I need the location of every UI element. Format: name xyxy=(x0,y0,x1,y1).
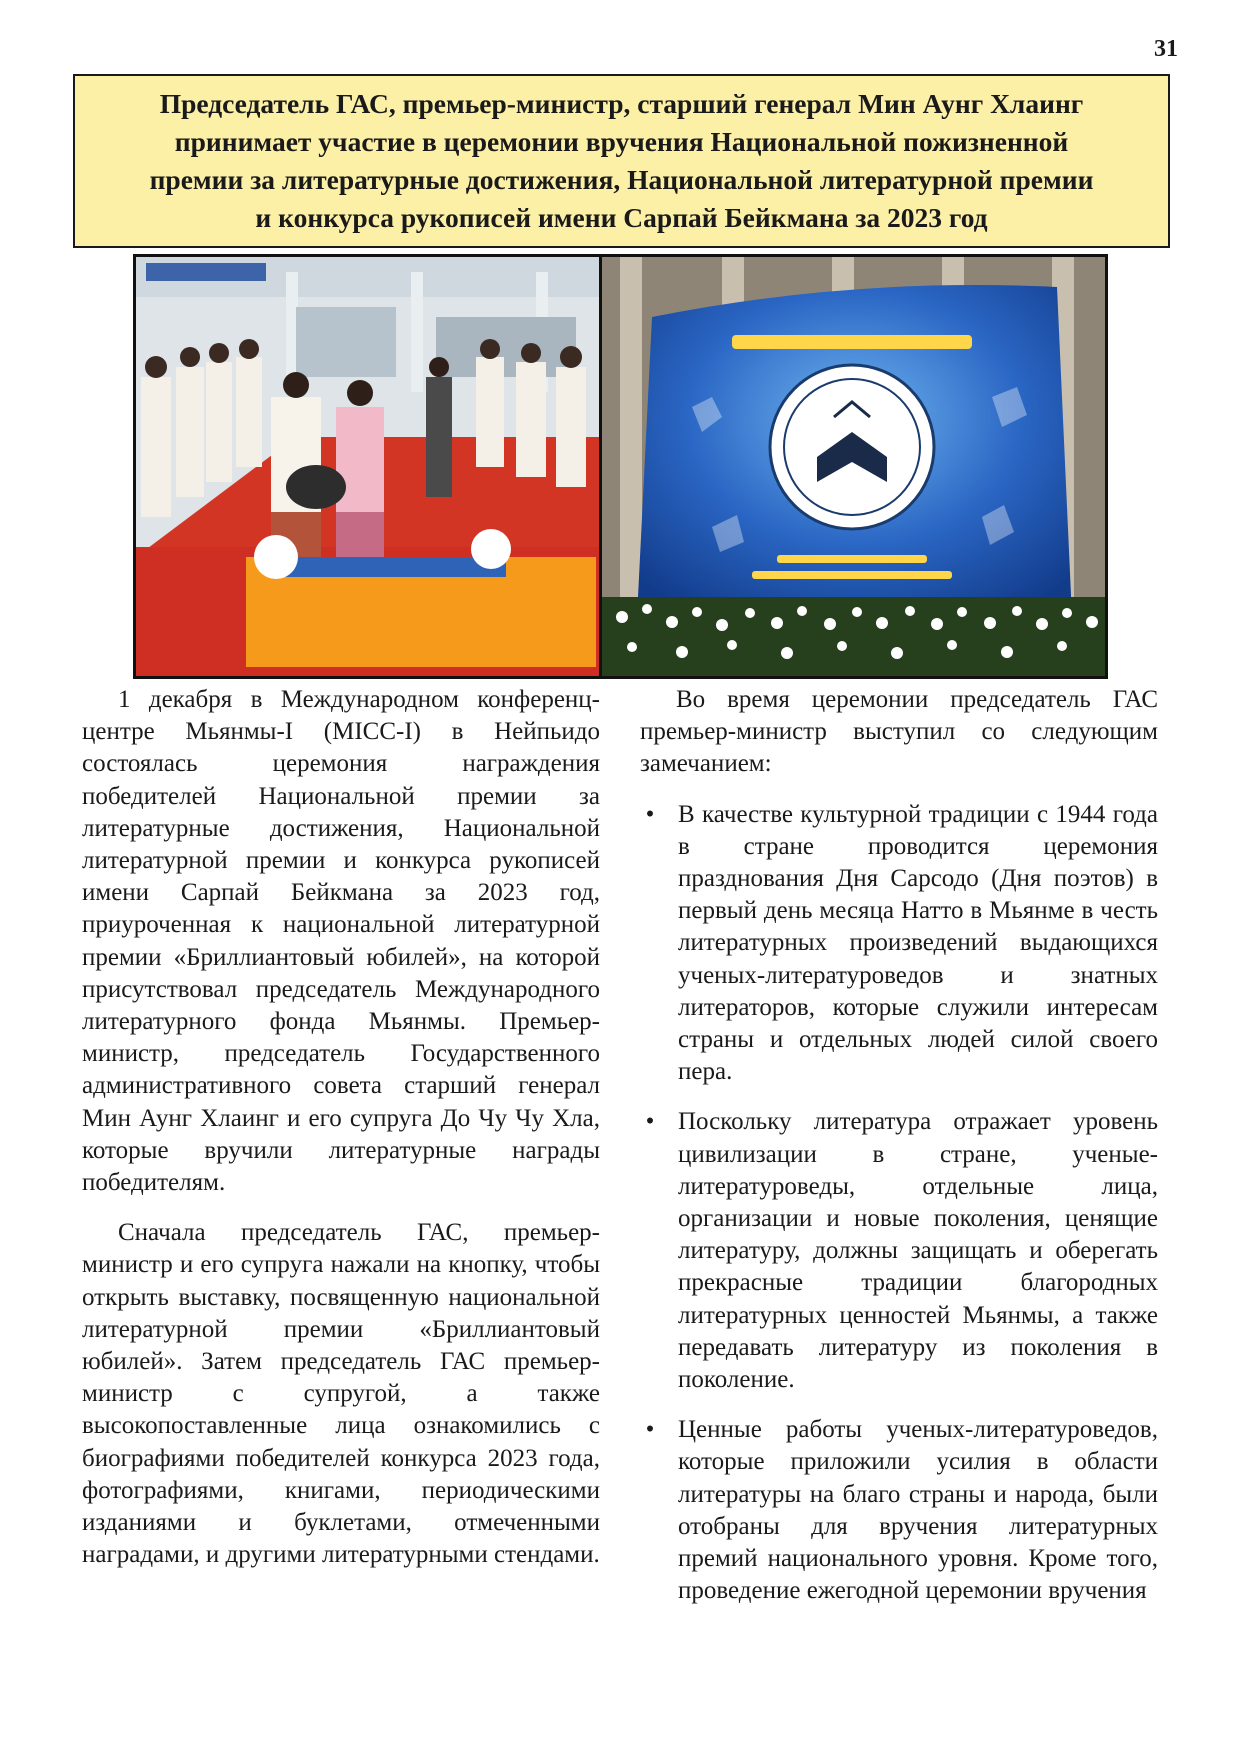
headline-line: принимает участие в церемонии вручения Национальной пожизненной xyxy=(174,126,1069,157)
ceremony-backdrop-illustration xyxy=(602,257,1105,676)
photo-strip xyxy=(133,254,1108,679)
list-item-text: Ценные работы ученых-литературоведов, которые приложили усилия в области литературы на благо страны и народа, были отобраны для вручения литературных премий национального уровня. Кроме того, проведение ежегодной церемонии вручения xyxy=(678,1416,1158,1605)
headline-line: и конкурса рукописей имени Сарпай Бейкмана за 2023 год xyxy=(255,202,988,233)
list-item xyxy=(640,799,1158,1089)
headline-box xyxy=(73,74,1170,248)
left-text-column xyxy=(82,684,600,1571)
article-paragraph: Сначала председатель ГАС, премьер-министр и его супруга нажали на кнопку, чтобы открыть выставку, посвященную национальной литературной премии «Бриллиантовый юбилей». Затем председатель ГАС премьер-министр с супругой, а также высокопоставленные лица ознакомились с биографиями победителей конкурса 2023 года, фотографиями, книгами, периодическими изданиями и буклетами, отмеченными наградами, и другими литературными стендами. xyxy=(82,1219,600,1569)
headline-line: премии за литературные достижения, Национальной литературной премии xyxy=(149,164,1094,195)
article-paragraph: 1 декабря в Международном конференц-центре Мьянмы-I (MICC-I) в Нейпьидо состоялась церемония награждения победителей Национальной премии за литературные достижения, Национальной литературной премии и конкурса рукописей имени Сарпай Бейкмана за 2023 год, приуроченная к национальной литературной премии «Бриллиантовый юбилей», на которой присутствовал председатель Международного литературного фонда Мьянмы. Премьер-министр, председатель Государственного административного совета старший генерал Мин Аунг Хлаинг и его супруга До Чу Чу Хла, которые вручили литературные награды победителям. xyxy=(82,686,600,1197)
bullet-icon: • xyxy=(645,1108,655,1136)
exhibition-opening-illustration xyxy=(136,257,599,676)
speech-points-list xyxy=(640,799,1158,1608)
bullet-icon: • xyxy=(645,800,655,828)
speech-intro: Во время церемонии председатель ГАС премьер-министр выступил со следующим замечанием: xyxy=(640,686,1158,778)
list-item xyxy=(640,1106,1158,1396)
ceremony-backdrop-photo xyxy=(602,257,1105,676)
list-item-text: Поскольку литература отражает уровень цивилизации в стране, ученые-литературоведы, отдельные лица, организации и новые поколения, ценящие литературу, должны защищать и оберегать прекрасные традиции благородных литературных ценностей Мьянмы, а также передавать литературу из поколения в поколение. xyxy=(678,1108,1158,1394)
right-text-column xyxy=(640,684,1158,1625)
exhibition-opening-photo xyxy=(136,257,599,676)
page-number: 31 xyxy=(1154,36,1178,62)
headline-line: Председатель ГАС, премьер-министр, старший генерал Мин Аунг Хлаинг xyxy=(159,88,1084,119)
list-item xyxy=(640,1414,1158,1607)
list-item-text: В качестве культурной традиции с 1944 года в стране проводится церемония празднования Дня Сарсодо (Дня поэтов) в первый день месяца Натто в Мьянме в честь литературных произведений выдающихся ученых-литературоведов и знатных литераторов, которые служили интересам страны и отдельных людей силой своего пера. xyxy=(678,800,1158,1086)
bullet-icon: • xyxy=(645,1416,655,1444)
headline xyxy=(150,85,1094,237)
